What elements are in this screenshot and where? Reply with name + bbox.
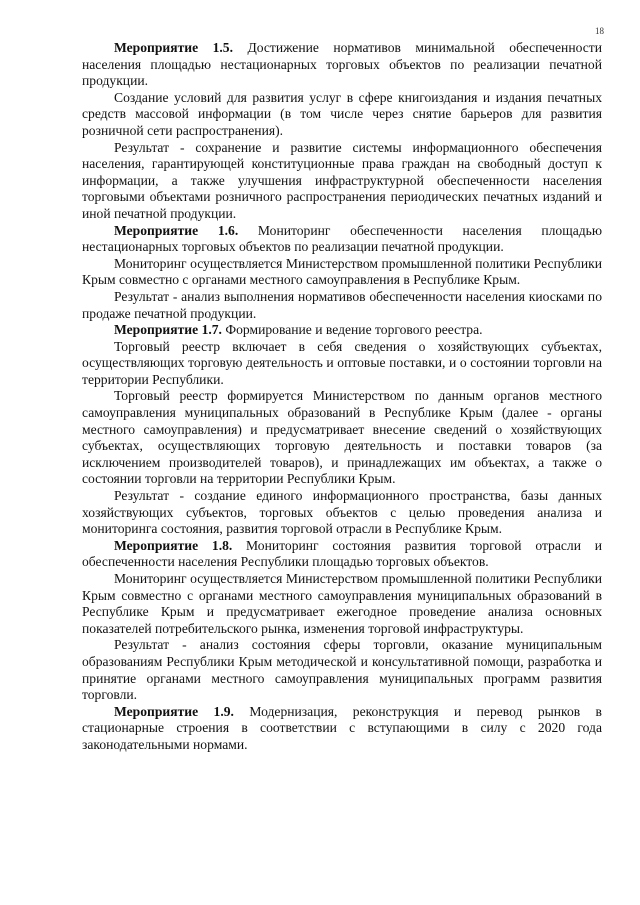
measure-heading: Мероприятие 1.9. xyxy=(114,703,234,719)
measure-heading: Мероприятие 1.8. xyxy=(114,537,233,553)
paragraph xyxy=(82,140,602,223)
paragraph-text: Мониторинг состояния развития торговой отрасли и обеспеченности населения Республики площадью торговых объектов. xyxy=(82,537,602,570)
paragraph-text: Формирование и ведение торгового реестра. xyxy=(221,322,483,338)
paragraph xyxy=(82,488,602,538)
paragraph-text: Мониторинг осуществляется Министерством промышленной политики Республики Крым совместно с органами местного самоуправления муниципальных образований в Республике Крым и предусматривает ежегодное проведение анализа основных показателей потребительского рынка, изменения торговой инфраструктуры. xyxy=(82,571,602,636)
paragraph-text: Результат - анализ состояния сферы торговли, оказание муниципальным образованиям Республики Крым методической и консультативной помощи, разработка и принятие органами местного самоуправления муниципальных программ развития торговли. xyxy=(82,637,602,703)
paragraph xyxy=(82,90,602,140)
paragraph xyxy=(82,388,602,488)
paragraph-text: Мониторинг осуществляется Министерством промышленной политики Республики Крым совместно с органами местного самоуправления в Республике Крым. xyxy=(82,255,602,288)
paragraph xyxy=(82,322,602,339)
paragraph-text: Результат - сохранение и развитие системы информационного обеспечения населения, гарантирующей конституционные права граждан на свободный доступ к информации, а также улучшения инфраструктурной обеспеченности населения торговыми объектами розничного распространения периодических печатных изданий и иной печатной продукции. xyxy=(82,139,602,221)
document-body xyxy=(82,40,602,754)
paragraph-text: Результат - анализ выполнения нормативов обеспеченности населения киосками по продаже печатной продукции. xyxy=(82,288,602,321)
paragraph xyxy=(82,289,602,322)
paragraph xyxy=(82,339,602,389)
measure-heading: Мероприятие 1.6. xyxy=(114,222,239,238)
paragraph xyxy=(82,40,602,90)
paragraph-text: Модернизация, реконструкция и перевод рынков в стационарные строения в соответствии с вступающими в силу с 2020 года законодательными нормами. xyxy=(82,703,602,752)
paragraph xyxy=(82,571,602,637)
measure-heading: Мероприятие 1.5. xyxy=(114,40,233,55)
paragraph xyxy=(82,704,602,754)
paragraph-text: Достижение нормативов минимальной обеспеченности населения площадью нестационарных торговых объектов по реализации печатной продукции. xyxy=(82,40,602,89)
paragraph xyxy=(82,538,602,571)
page-number: 18 xyxy=(595,26,604,36)
paragraph xyxy=(82,637,602,703)
paragraph-text: Результат - создание единого информационного пространства, базы данных хозяйствующих субъектов, торговых объектов с целью проведения анализа и мониторинга состояния, развития торговой отрасли в Республике Крым. xyxy=(82,488,602,537)
paragraph-text: Торговый реестр включает в себя сведения о хозяйствующих субъектах, осуществляющих торговую деятельность и оптовые поставки, и о состоянии торговли на территории Республики. xyxy=(82,338,602,387)
paragraph xyxy=(82,256,602,289)
paragraph-text: Создание условий для развития услуг в сфере книгоиздания и издания печатных средств массовой информации (в том числе через снятие барьеров для развития розничной сети распространения). xyxy=(82,89,602,138)
paragraph xyxy=(82,223,602,256)
paragraph-text: Мониторинг обеспеченности населения площадью нестационарных торговых объектов по реализации печатной продукции. xyxy=(82,222,602,255)
measure-heading: Мероприятие 1.7. xyxy=(114,322,222,338)
paragraph-text: Торговый реестр формируется Министерством по данным органов местного самоуправления муниципальных образований в Республике Крым (далее - органы местного самоуправления) и предусматривает внесение сведений о хозяйствующих субъектах, осуществляющих торговую деятельность и поставки товаров (за исключением производителей товаров), и принадлежащих им объектах, а также о состоянии торговли на территории Республики Крым. xyxy=(82,388,602,487)
